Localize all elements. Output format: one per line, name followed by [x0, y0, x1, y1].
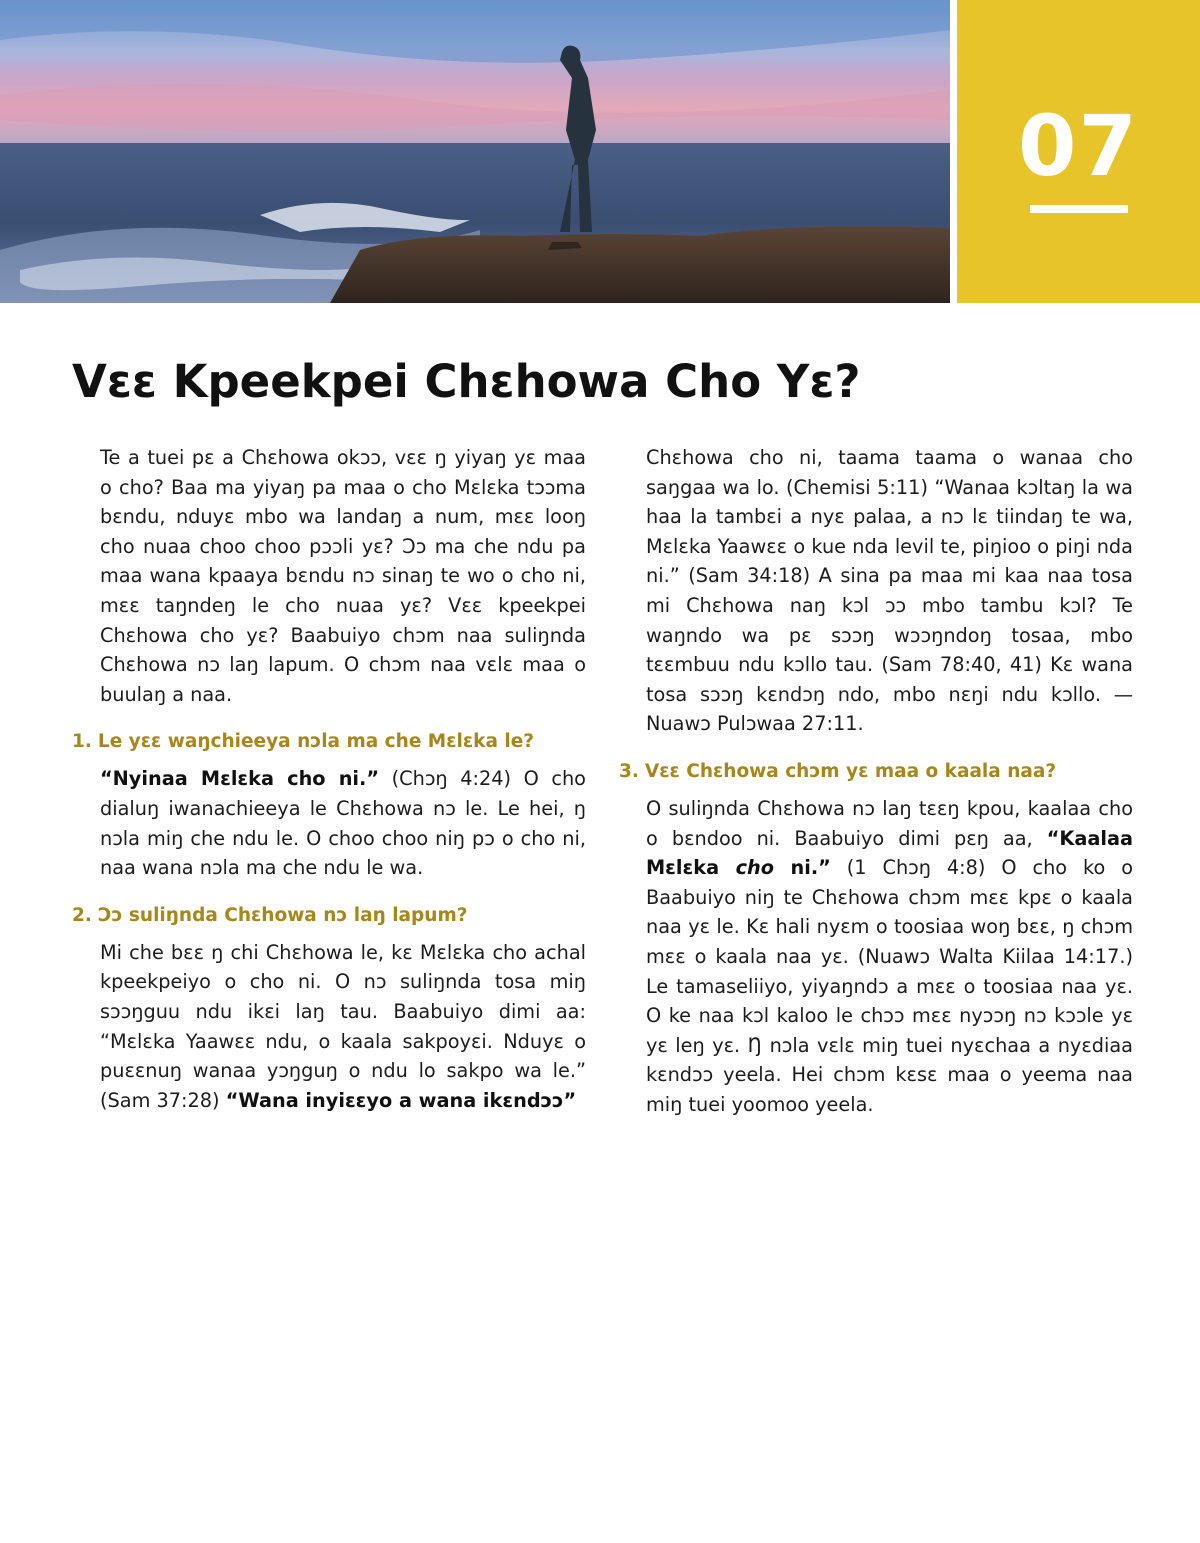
left-column: [72, 443, 586, 1115]
section-2-continued: Chɛhowa cho ni, taama taama o wanaa cho saŋgaa wa lo. (Chemisi 5:11) “Wanaa kɔltaŋ la wa haa la tambɛi a nyɛ palaa, a nɔ lɛ tiindaŋ te wa, Mɛlɛka Yaawɛɛ o kue nda levil te, piŋioo o piŋi nda ni.” (Sam 34:18) A sina pa maa mi kaa naa tosa mi Chɛhowa naŋ kɔl ɔɔ mbo tambu kɔl? Te waŋndo wa pɛ sɔɔŋ wɔɔŋndoŋ tosaa, mbo tɛɛmbuu ndu kɔllo tau. (Sam 78:40, 41) Kɛ wana tosa sɔɔŋ kɛndɔŋ ndo, mbo nɛŋi ndu kɔllo. —Nuawɔ Pulɔwaa 27:11.: [646, 446, 1133, 736]
section-3-heading: 3. Vɛɛ Chɛhowa chɔm yɛ maa o kaala naa?: [619, 760, 1057, 782]
section-1-heading: 1. Le yɛɛ waŋchieeya nɔla ma che Mɛlɛka le?: [72, 731, 535, 753]
chapter-badge: [957, 0, 1200, 303]
right-column: [619, 443, 1133, 1119]
intro-paragraph: Te a tuei pɛ a Chɛhowa okɔɔ, vɛɛ ŋ yiyaŋ yɛ maa o cho? Baa ma yiyaŋ pa maa o cho Mɛlɛka tɔɔma bɛndu, nduyɛ mbo wa landaŋ a num, mɛɛ looŋ cho nuaa choo choo pɔɔli yɛ? Ɔɔ ma che ndu pa maa wana kpaaya bɛndu nɔ sinaŋ te wo o cho ni, mɛɛ taŋndeŋ le cho nuaa yɛ? Vɛɛ kpeekpei Chɛhowa cho yɛ? Baabuiyo chɔm naa suliŋnda Chɛhowa nɔ laŋ lapum. O chɔm naa vɛlɛ maa o buulaŋ a naa.: [100, 446, 586, 706]
chapter-number: 07: [1018, 97, 1139, 195]
section-2-heading: 2. Ɔɔ suliŋnda Chɛhowa nɔ laŋ lapum?: [72, 904, 468, 926]
section-3-quote: “Kaalaa Mɛlɛka cho ni.”: [646, 826, 1133, 880]
section-1-quote: “Nyinaa Mɛlɛka cho ni.”: [100, 767, 380, 791]
section-2-quote: “Wana inyiɛɛyo a wana ikɛndɔɔ”: [225, 1088, 577, 1112]
section-3-body: O suliŋnda Chɛhowa nɔ laŋ tɛɛŋ kpou, kaalaa cho o bɛndoo ni. Baabuiyo dimi pɛŋ aa, “Kaalaa Mɛlɛka cho ni.” (1 Chɔŋ 4:8) O cho ko o Baabuiyo niŋ te Chɛhowa chɔm mɛɛ kpɛ o kaala naa yɛ le. Kɛ hali nyɛm o toosiaa woŋ bɛɛ, ŋ chɔm mɛɛ o kaala naa yɛ. (Nuawɔ Walta Kiilaa 14:17.) Le tamaseliiyo, yiyaŋndɔ a mɛɛ o toosiaa naa yɛ. O ke naa kɔl kaloo le chɔɔ mɛɛ nyɔɔŋ nɔ kɔɔle yɛ yɛ leŋ yɛ. Ŋ nɔla vɛlɛ miŋ tuei nyɛchaa a nyɛdiaa kɛndɔɔ yeela. Hei chɔm kɛsɛ maa o yeema naa miŋ tuei yoomoo yeela.: [646, 796, 1134, 1116]
chapter-underline: [1030, 205, 1128, 213]
section-2-body: Mi che bɛɛ ŋ chi Chɛhowa le, kɛ Mɛlɛka cho achal kpeekpeiyo o cho ni. O nɔ suliŋnda tosa miŋ sɔɔŋguu ndu ikɛi laŋ tau. Baabuiyo dimi aa: “Mɛlɛka Yaawɛɛ ndu, o kaala sakpoyɛi. Nduyɛ o puɛɛnuŋ wanaa yɔŋguŋ o ndu lo sakpo wa le.” (Sam 37:28) “Wana inyiɛɛyo a wana ikɛndɔɔ”: [100, 940, 586, 1112]
section-1-body: “Nyinaa Mɛlɛka cho ni.” (Chɔŋ 4:24) O cho dialuŋ iwanachieeya le Chɛhowa nɔ le. Le hei, ŋ nɔla miŋ che ndu le. O choo choo niŋ pɔ o cho ni, naa wana nɔla ma che ndu le wa.: [100, 767, 586, 880]
hero-photo: [0, 0, 950, 303]
page-title: Vɛɛ Kpeekpei Chɛhowa Cho Yɛ?: [72, 355, 861, 408]
man-by-sea-photo: [0, 0, 950, 303]
